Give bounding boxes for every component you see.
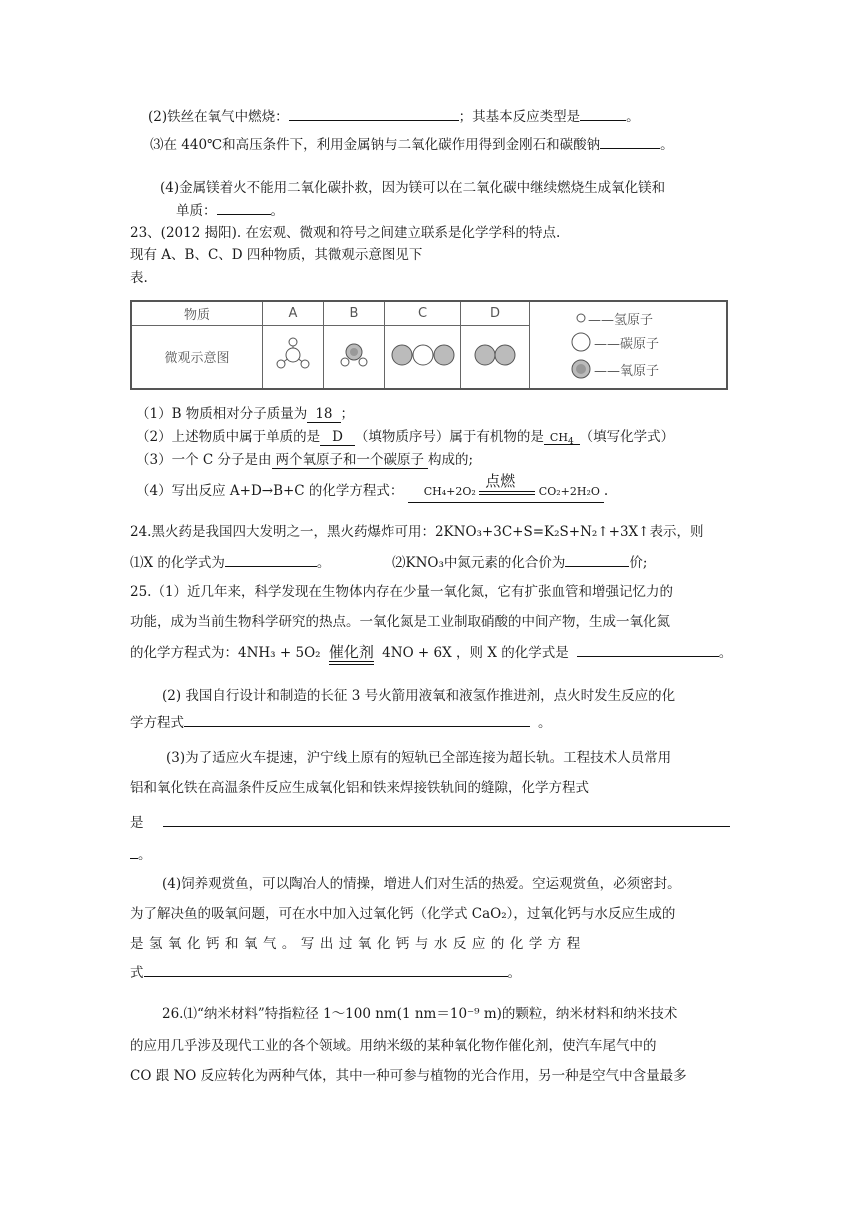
text: 。	[138, 847, 152, 863]
q25-line8	[130, 812, 730, 833]
molecule-d-icon	[461, 325, 530, 389]
blank[interactable]	[580, 106, 626, 121]
text: （4）写出反应 A+D→B+C 的化学方程式：	[136, 483, 404, 499]
table-header: D	[461, 301, 530, 325]
table-row-label: 微观示意图	[131, 325, 263, 389]
blank[interactable]	[184, 712, 530, 727]
q25-line: 功能，成为当前生物科学研究的热点。一氧化氮是工业制取硝酸的中间产物，生成一氧化氮	[130, 614, 670, 630]
text: ⑴X 的化学式为	[130, 555, 225, 571]
q25-line: 是 氢 氧 化 钙 和 氧 气 。 写 出 过 氧 化 钙 与 水 反 应 的 化 学 方 程	[130, 936, 581, 952]
q25-line: (3)为了适应火车提速，沪宁线上原有的短轨已全部连接为超长轨。工程技术人员常用	[166, 750, 672, 766]
answer-rhs: CO₂+2H₂O	[538, 485, 600, 498]
answer: D	[320, 429, 355, 446]
text: 。	[316, 555, 331, 571]
catalyst-condition: 催化剂	[328, 643, 374, 661]
q25-line: 为了解决鱼的吸氧问题，可在水中加入过氧化钙（化学式 CaO₂），过氧化钙与水反应生成的	[130, 906, 676, 922]
text: （填写化学式）	[579, 429, 675, 445]
blank[interactable]	[565, 552, 629, 567]
text: （2）上述物质中属于单质的是	[136, 429, 321, 445]
q23-4	[136, 474, 608, 500]
q23-intro: 现有 A、B、C、D 四种物质，其微观示意图见下	[130, 247, 423, 263]
text: （3）一个 C 分子是由	[136, 452, 272, 468]
text: ⑵KNO₃中氮元素的化合价为	[392, 555, 566, 571]
molecule-a-icon	[263, 325, 324, 389]
blank[interactable]	[130, 844, 138, 859]
atom-legend	[530, 301, 728, 389]
carbon-atom-icon	[568, 331, 594, 353]
q-magnesium-line2	[176, 200, 284, 221]
answer: 两个氧原子和一个碳原子	[272, 452, 429, 469]
legend-label: ——氧原子	[594, 363, 660, 379]
legend-o	[568, 354, 726, 384]
q-magnesium-line	[160, 178, 665, 198]
condition: 点燃	[485, 472, 516, 490]
q-sodium-line	[150, 134, 674, 155]
text: (4)金属镁着火不能用二氧化碳扑救，因为镁可以在二氧化碳中继续燃烧生成氧化镁和	[160, 180, 666, 196]
q26-line: CO 跟 NO 反应转化为两种气体，其中一种可参与植物的光合作用，另一种是空气中含量最多	[130, 1068, 687, 1084]
q24-2	[392, 552, 647, 573]
text: ⑶在 440℃和高压条件下，利用金属钠与二氧化碳作用得到金刚石和碳酸钠	[150, 137, 601, 153]
molecule-b-icon	[324, 325, 385, 389]
text: 。	[660, 137, 674, 153]
q23-title: 23、(2012 揭阳). 在宏观、微观和符号之间建立联系是化学学科的特点.	[130, 225, 561, 241]
q23-1	[136, 404, 354, 424]
q24-1	[130, 552, 330, 573]
answer-lhs: CH₄+2O₂	[423, 485, 476, 498]
q23-2	[136, 427, 674, 452]
text: 式	[130, 965, 144, 981]
text: （1）B 物质相对分子质量为	[136, 406, 308, 422]
legend-c	[568, 330, 726, 354]
q24-title: 24.黑火药是我国四大发明之一，黑火药爆炸可用：2KNO₃+3C+S=K₂S+N₂↑+3X↑表示，则	[130, 524, 704, 540]
text: .	[603, 483, 609, 499]
text: 。	[538, 715, 552, 731]
molecule-table	[130, 300, 728, 390]
text: ；其基本反应类型是	[458, 109, 581, 125]
q23-3	[136, 450, 473, 470]
text: 单质：	[176, 203, 217, 219]
q25-line5	[130, 712, 552, 733]
table-header: A	[263, 301, 324, 325]
text: (2)铁丝在氧气中燃烧：	[148, 109, 289, 125]
q25-line: (2) 我国自行设计和制造的长征 3 号火箭用液氧和液氢作推进剂，点火时发生反应的化	[162, 688, 676, 704]
text: 构成的;	[428, 452, 474, 468]
hydrogen-atom-icon	[574, 311, 588, 325]
text: 。	[626, 109, 640, 125]
table-header: B	[324, 301, 385, 325]
q25-line3	[130, 642, 732, 665]
legend-label: ——碳原子	[594, 336, 660, 352]
legend-h	[574, 306, 726, 330]
text: 。	[718, 645, 733, 661]
blank[interactable]	[225, 552, 317, 567]
q25-line13	[130, 962, 521, 983]
q25-line: 25.（1）近几年来，科学发现在生物体内存在少量一氧化氮，它有扩张血管和增强记忆力的	[130, 584, 674, 600]
blank[interactable]	[163, 812, 730, 827]
q26-line: 26.⑴“纳米材料”特指粒径 1～100 nm(1 nm＝10⁻⁹ m)的颗粒，纳米材料和纳米技术	[162, 1006, 678, 1022]
blank[interactable]	[289, 106, 459, 121]
q23-intro2: 表.	[130, 270, 148, 286]
text: 是	[130, 815, 144, 831]
blank[interactable]	[217, 200, 271, 215]
q25-line9	[130, 844, 152, 865]
text: 。	[270, 203, 284, 219]
text: （填物质序号）属于有机物的是	[354, 429, 544, 445]
blank[interactable]	[144, 962, 508, 977]
q25-line: (4)饲养观赏鱼，可以陶冶人的情操，增进人们对生活的热爱。空运观赏鱼，必须密封。	[162, 876, 681, 892]
text: 价;	[629, 555, 648, 571]
q-iron-line	[148, 106, 640, 127]
q26-line: 的应用几乎涉及现代工业的各个领域。用纳米级的某种氧化物作催化剂，使汽车尾气中的	[130, 1038, 657, 1054]
legend-label: ——氢原子	[588, 312, 654, 328]
table-header: C	[385, 301, 461, 325]
text: ；	[340, 406, 354, 422]
text: 学方程式	[130, 715, 184, 731]
molecule-c-icon	[385, 325, 461, 389]
answer-sub: 4	[567, 437, 574, 448]
text: 4NO + 6X ，则 X 的化学式是	[382, 645, 569, 661]
oxygen-atom-icon	[568, 358, 594, 380]
answer: CH	[549, 431, 568, 444]
q25-line7	[130, 778, 728, 798]
table-header: 物质	[131, 301, 263, 325]
text: 铝和氧化铁在高温条件反应生成氧化铝和铁来焊接铁轨间的缝隙，化学方程式	[130, 780, 589, 796]
blank[interactable]	[600, 134, 660, 149]
blank[interactable]	[577, 642, 719, 657]
text: 的化学方程式为：4NH₃ + 5O₂	[130, 645, 321, 661]
answer: 18	[307, 406, 340, 423]
text: 。	[507, 965, 521, 981]
